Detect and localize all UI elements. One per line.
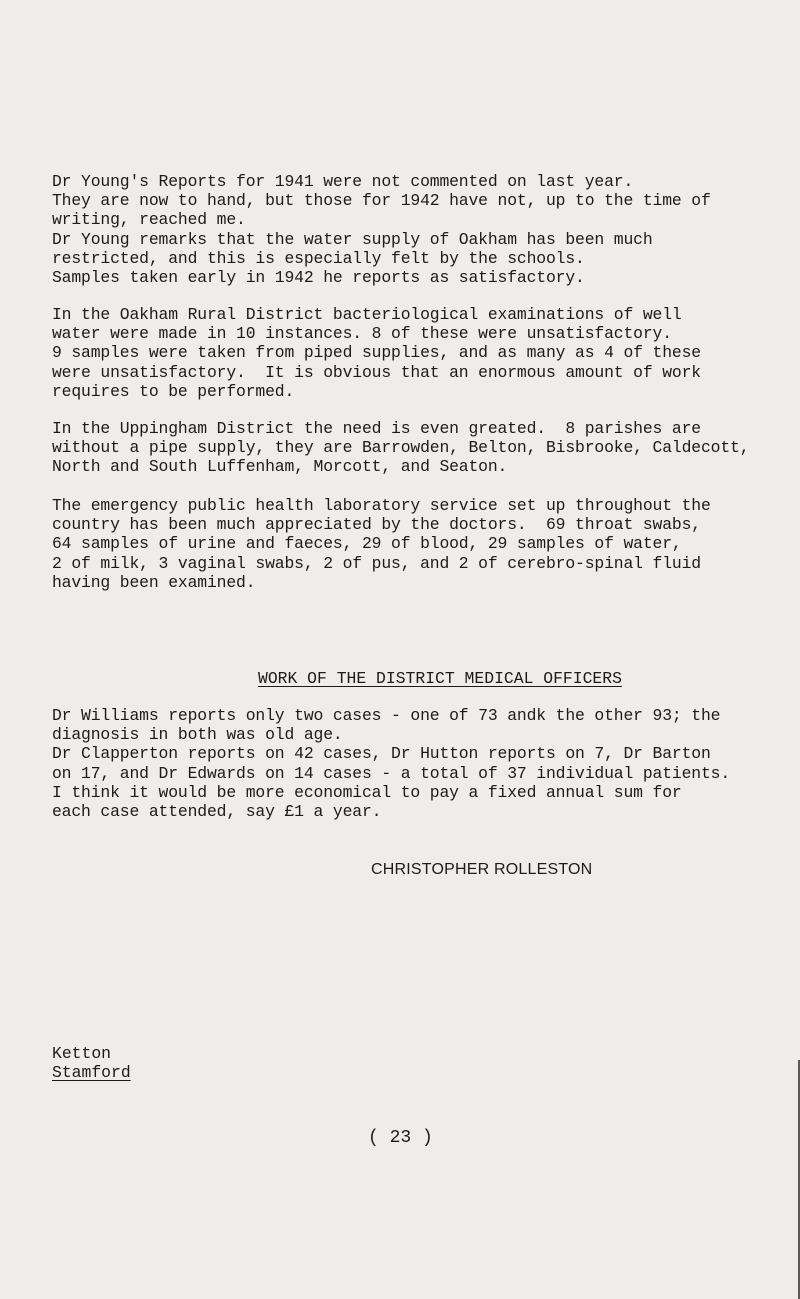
- paragraph-laboratory-service: The emergency public health laboratory service set up throughout the country has been much appreciated by the doctors. 69 throat swabs, 64 samples of urine and faeces, 29 of blood, 29 samples of water, 2 of milk, 3 vaginal swabs, 2 of pus, and 2 of cerebro-spinal fluid having been examined.: [52, 496, 711, 592]
- page-number: ( 23 ): [368, 1128, 433, 1148]
- paragraph-young-reports: Dr Young's Reports for 1941 were not commented on last year. They are now to hand, but those for 1942 have not, up to the time of writing, reached me. Dr Young remarks that the water supply of Oakham has been much restricted, and this is especially felt by the schools. Samples taken early in 1942 he reports as satisfactory.: [52, 172, 711, 288]
- address-town: Ketton: [52, 1044, 112, 1063]
- paragraph-uppingham: In the Uppingham District the need is even greated. 8 parishes are without a pipe supply, they are Barrowden, Belton, Bisbrooke, Caldecott, North and South Luffenham, Morcott, and Seaton.: [52, 419, 750, 477]
- signature: CHRISTOPHER ROLLESTON: [371, 861, 593, 878]
- section-heading: WORK OF THE DISTRICT MEDICAL OFFICERS: [258, 669, 622, 688]
- paragraph-district-officers: Dr Williams reports only two cases - one of 73 andk the other 93; the diagnosis in both was old age. Dr Clapperton reports on 42 cases, Dr Hutton reports on 7, Dr Barton on 17, and Dr Edwards on 14 cases - a total of 37 individual patients. I think it would be more economical to pay a fixed annual sum for each case attended, say £1 a year.: [52, 706, 731, 822]
- paragraph-oakham-rural: In the Oakham Rural District bacteriological examinations of well water were made in 10 instances. 8 of these were unsatisfactory. 9 samples were taken from piped supplies, and as many as 4 of these were unsatisfactory. It is obvious that an enormous amount of work requires to be performed.: [52, 305, 701, 401]
- address-county-town: Stamford: [52, 1063, 131, 1082]
